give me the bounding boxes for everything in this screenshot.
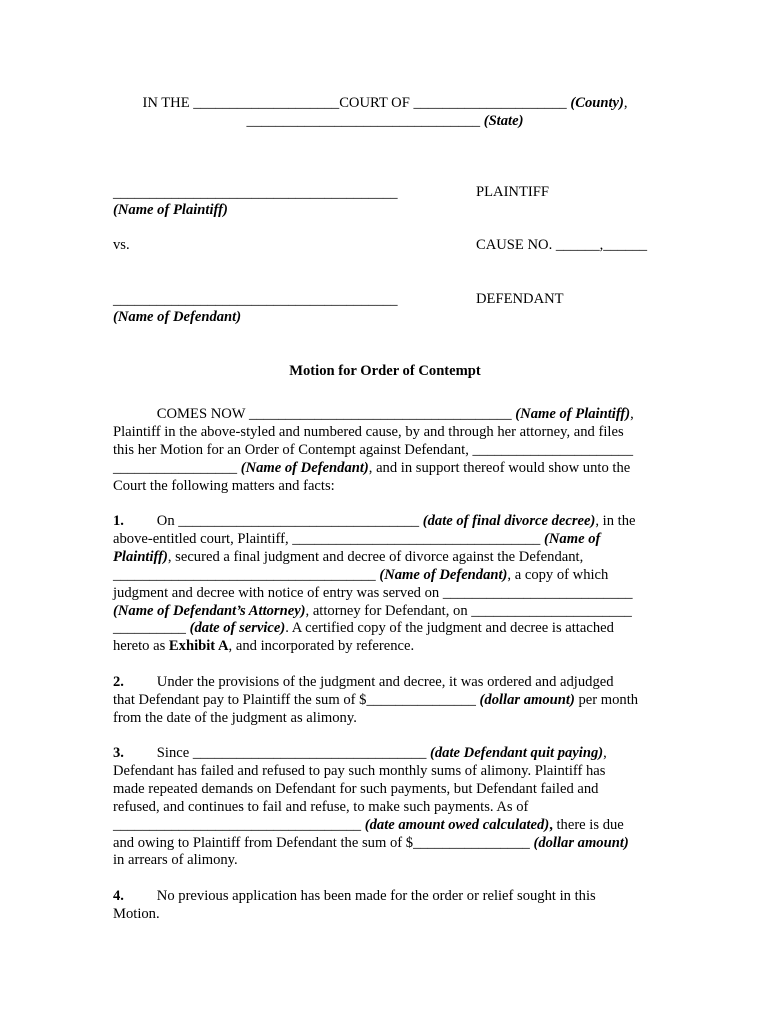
caption-comma: , xyxy=(623,95,628,111)
defendant-name-blank: _______________________________________ xyxy=(113,292,398,308)
paragraph-number: 3. xyxy=(113,745,124,761)
intro-paragraph: COMES NOW ____________________________________ (Name of Plaintiff), Plaintiff in the above-styled and numbered cause, by and through her attorney, and files this her Motion for an Order of Contempt against Defendant, ______________________ _________________ (Name of Defendant), and in support thereof would show unto the Court the following matters and facts: xyxy=(113,406,634,494)
court-caption-text: IN THE ____________________COURT OF _____________________ xyxy=(142,95,571,111)
plaintiff-name-hint: (Name of Plaintiff) xyxy=(113,202,228,218)
county-hint: (County) xyxy=(570,95,624,111)
versus-label: vs. xyxy=(113,237,130,253)
paragraph-number: 4. xyxy=(113,888,124,904)
court-caption-line-2 xyxy=(0,112,770,130)
court-caption-line-1 xyxy=(0,94,770,112)
paragraph-1: 1. On _________________________________ (date of final divorce decree), in the above-entitled court, Plaintiff, __________________________________ (Name of Plaintiff), secured a final judgment and decree of divorce against the Defendant, ____________________________________ (Name of Defendant), a copy of which judgment and decree with notice of entry was served on __________________________ (Name of Defendant’s Attorney), attorney for Defendant, on ______________________ __________ (date of service). A certified copy of the judgment and decree is attached hereto as Exhibit A, and incorporated by reference. xyxy=(113,513,636,655)
cause-number: CAUSE NO. ______,______ xyxy=(476,237,648,253)
defendant-label: DEFENDANT xyxy=(476,291,564,307)
document-title: Motion for Order of Contempt xyxy=(289,363,481,379)
state-hint: (State) xyxy=(483,113,524,129)
paragraph-number: 2. xyxy=(113,674,124,690)
paragraph-number: 1. xyxy=(113,513,124,529)
paragraph-2: 2. Under the provisions of the judgment and decree, it was ordered and adjudged that Defendant pay to Plaintiff the sum of $_______________ (dollar amount) per month from the date of the judgment as alimony. xyxy=(113,674,639,726)
defendant-name-hint: (Name of Defendant) xyxy=(113,309,242,325)
paragraph-4: 4. No previous application has been made for the order or relief sought in this Motion. xyxy=(113,888,596,922)
paragraph-3: 3. Since ________________________________ (date Defendant quit paying), Defendant has failed and refused to pay such monthly sums of alimony. Plaintiff has made repeated demands on Defendant for such payments, but Defendant failed and refused, and continues to fail and refuse, to make such payments. As of __________________________________ (date amount owed calculated), there is due and owing to Plaintiff from Defendant the sum of $________________ (dollar amount) in arrears of alimony. xyxy=(113,745,629,869)
state-blank: ________________________________ xyxy=(246,113,484,129)
plaintiff-label: PLAINTIFF xyxy=(476,184,549,200)
plaintiff-name-blank: _______________________________________ xyxy=(113,185,398,201)
